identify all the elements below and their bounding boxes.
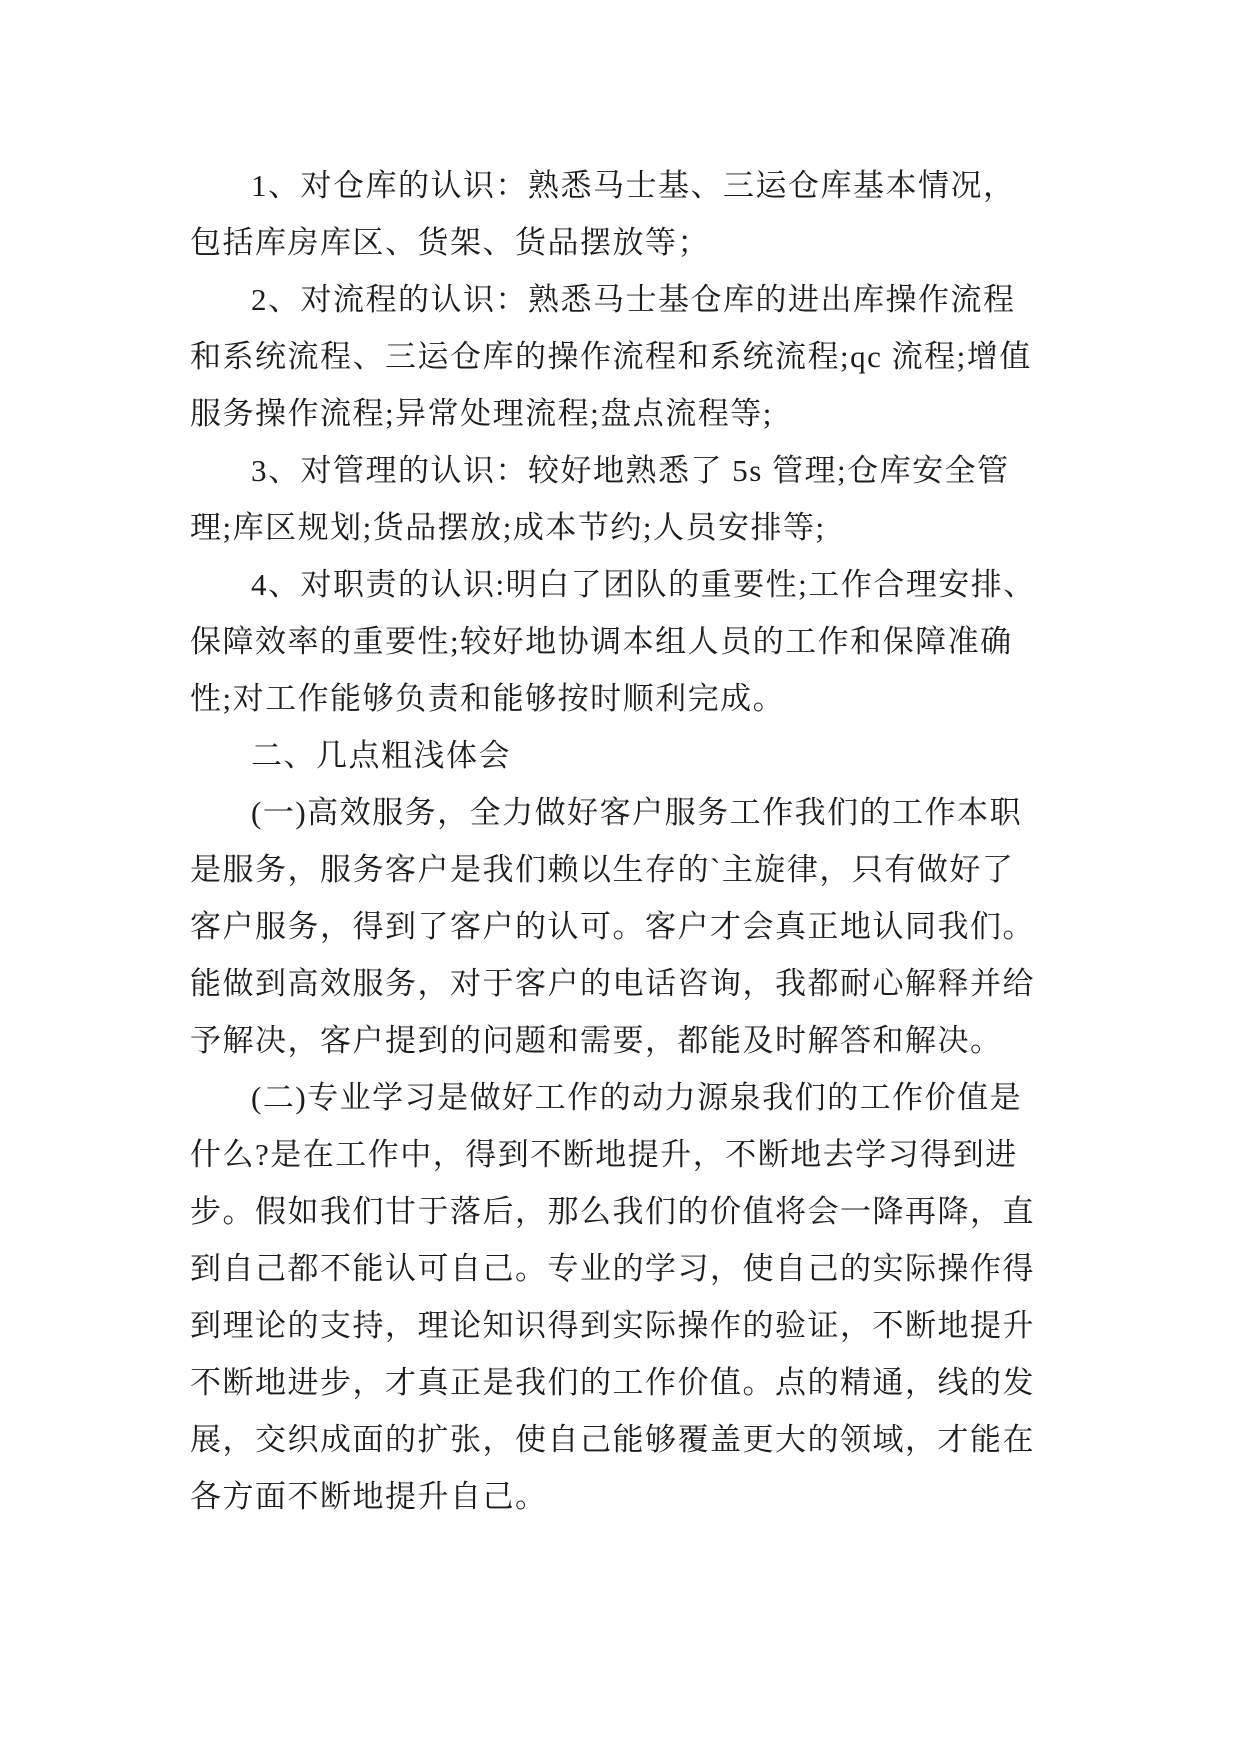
paragraph-professional-learning: [190, 1069, 1070, 1525]
section-heading: [190, 727, 1070, 784]
text-line: 什么?是在工作中，得到不断地提升，不断地去学习得到进: [190, 1137, 1018, 1172]
text-line: 客户服务，得到了客户的认可。客户才会真正地认同我们。: [190, 909, 1035, 944]
text-line: (二)专业学习是做好工作的动力源泉我们的工作价值是: [251, 1080, 1023, 1115]
text-line: 展，交织成面的扩张，使自己能够覆盖更大的领域，才能在: [190, 1422, 1035, 1457]
text-line: 到理论的支持，理论知识得到实际操作的验证，不断地提升: [190, 1308, 1035, 1343]
text-line: 服务操作流程;异常处理流程;盘点流程等;: [190, 396, 773, 431]
text-line: 1、对仓库的认识：熟悉马士基、三运仓库基本情况，: [251, 168, 1016, 203]
paragraph-warehouse-understanding: [190, 157, 1070, 271]
text-line: 予解决，客户提到的问题和需要，都能及时解答和解决。: [190, 1023, 1003, 1058]
text-line: 4、对职责的认识:明白了团队的重要性;工作合理安排、: [251, 567, 1036, 602]
document-body: [190, 157, 1070, 1525]
paragraph-responsibility-understanding: [190, 556, 1070, 727]
text-line: 是服务，服务客户是我们赖以生存的`主旋律，只有做好了: [190, 852, 1015, 887]
text-line: 保障效率的重要性;较好地协调本组人员的工作和保障准确: [190, 624, 1013, 659]
paragraph-process-understanding: [190, 271, 1070, 442]
text-line: 能做到高效服务，对于客户的电话咨询，我都耐心解释并给: [190, 966, 1035, 1001]
text-line: 性;对工作能够负责和能够按时顺利完成。: [190, 681, 786, 716]
text-line: 包括库房库区、货架、货品摆放等；: [190, 225, 710, 260]
text-line: 和系统流程、三运仓库的操作流程和系统流程;qc 流程;增值: [190, 339, 1032, 374]
text-line: 2、对流程的认识：熟悉马士基仓库的进出库操作流程: [251, 282, 1016, 317]
text-line: 不断地进步，才真正是我们的工作价值。点的精通，线的发: [190, 1365, 1035, 1400]
section-heading-text: 二、几点粗浅体会: [251, 738, 511, 773]
text-line: 步。假如我们甘于落后，那么我们的价值将会一降再降，直: [190, 1194, 1035, 1229]
text-line: 到自己都不能认可自己。专业的学习，使自己的实际操作得: [190, 1251, 1035, 1286]
text-line: 理;库区规划;货品摆放;成本节约;人员安排等;: [190, 510, 826, 545]
text-line: (一)高效服务，全力做好客户服务工作我们的工作本职: [251, 795, 1023, 830]
text-line: 3、对管理的认识：较好地熟悉了 5s 管理;仓库安全管: [251, 453, 1010, 488]
paragraph-management-understanding: [190, 442, 1070, 556]
paragraph-efficient-service: [190, 784, 1070, 1069]
text-line: 各方面不断地提升自己。: [190, 1479, 548, 1514]
